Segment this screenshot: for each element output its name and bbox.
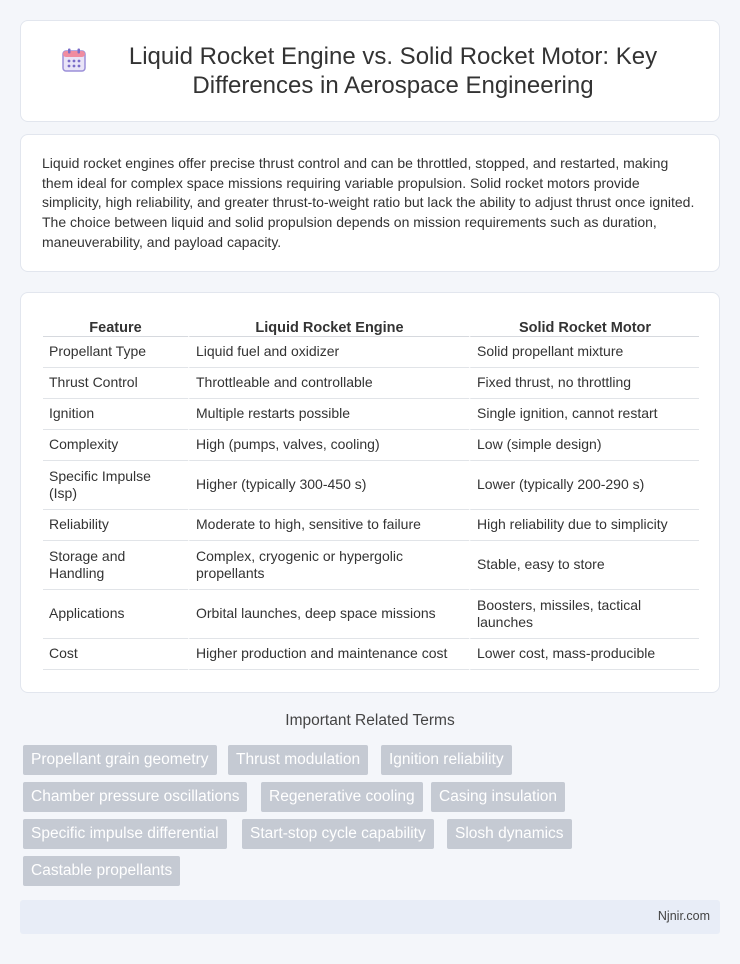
cell-feature: Complexity: [43, 430, 188, 461]
header-feature: Feature: [43, 315, 188, 337]
tag-link[interactable]: Propellant grain geometry: [23, 745, 217, 775]
cell-feature: Storage and Handling: [43, 541, 188, 590]
calendar-icon: [61, 47, 87, 73]
table-row: [43, 510, 699, 541]
title-wrap: [21, 42, 719, 100]
cell-liquid: Complex, cryogenic or hypergolic propellants: [188, 541, 469, 590]
table-header-row: [43, 315, 699, 337]
table-row: [43, 639, 699, 670]
tag-link[interactable]: Castable propellants: [23, 856, 180, 886]
table-row: [43, 399, 699, 430]
comparison-table: [43, 315, 699, 670]
cell-solid: Boosters, missiles, tactical launches: [469, 590, 699, 639]
cell-solid: Lower cost, mass-producible: [469, 639, 699, 670]
table-row: [43, 461, 699, 510]
cell-liquid: Liquid fuel and oxidizer: [188, 337, 469, 368]
table-row: [43, 368, 699, 399]
tag-link[interactable]: Slosh dynamics: [447, 819, 572, 849]
page-title: Liquid Rocket Engine vs. Solid Rocket Motor: Key Differences in Aerospace Engineering: [128, 43, 658, 99]
header-liquid: Liquid Rocket Engine: [188, 315, 469, 337]
table-row: [43, 590, 699, 639]
footer: [20, 900, 720, 934]
comparison-card: [20, 292, 720, 693]
footer-site-name[interactable]: Njnir.com: [657, 909, 710, 923]
tag-link[interactable]: Chamber pressure oscillations: [23, 782, 247, 812]
header-solid: Solid Rocket Motor: [469, 315, 699, 337]
cell-feature: Thrust Control: [43, 368, 188, 399]
intro-card: [20, 134, 720, 272]
cell-feature: Propellant Type: [43, 337, 188, 368]
cell-solid: High reliability due to simplicity: [469, 510, 699, 541]
cell-feature: Cost: [43, 639, 188, 670]
tag-link[interactable]: Ignition reliability: [381, 745, 512, 775]
cell-liquid: Orbital launches, deep space missions: [188, 590, 469, 639]
tag-link[interactable]: Casing insulation: [431, 782, 565, 812]
table-row: [43, 337, 699, 368]
cell-liquid: Throttleable and controllable: [188, 368, 469, 399]
cell-solid: Lower (typically 200-290 s): [469, 461, 699, 510]
intro-paragraph: Liquid rocket engines offer precise thrust control and can be throttled, stopped, and restarted, making them ideal for complex space missions requiring variable propulsion. Solid rocket motors provide simplicity, high reliability, and greater thrust-to-weight ratio but lack the ability to adjust thrust once ignited. The choice between liquid and solid propulsion depends on mission requirements such as duration, maneuverability, and payload capacity.: [42, 155, 695, 250]
cell-solid: Single ignition, cannot restart: [469, 399, 699, 430]
title-card: [20, 20, 720, 122]
tag-link[interactable]: Specific impulse differential: [23, 819, 227, 849]
cell-solid: Stable, easy to store: [469, 541, 699, 590]
cell-feature: Reliability: [43, 510, 188, 541]
cell-solid: Low (simple design): [469, 430, 699, 461]
cell-liquid: Moderate to high, sensitive to failure: [188, 510, 469, 541]
tag-link[interactable]: Regenerative cooling: [261, 782, 423, 812]
cell-feature: Specific Impulse (Isp): [43, 461, 188, 510]
table-row: [43, 541, 699, 590]
tag-link[interactable]: Start-stop cycle capability: [242, 819, 434, 849]
cell-solid: Solid propellant mixture: [469, 337, 699, 368]
related-terms-title: Important Related Terms: [285, 712, 455, 729]
cell-liquid: Higher (typically 300-450 s): [188, 461, 469, 510]
cell-liquid: Multiple restarts possible: [188, 399, 469, 430]
cell-liquid: High (pumps, valves, cooling): [188, 430, 469, 461]
cell-feature: Applications: [43, 590, 188, 639]
cell-liquid: Higher production and maintenance cost: [188, 639, 469, 670]
cell-solid: Fixed thrust, no throttling: [469, 368, 699, 399]
cell-feature: Ignition: [43, 399, 188, 430]
table-row: [43, 430, 699, 461]
tag-link[interactable]: Thrust modulation: [228, 745, 368, 775]
